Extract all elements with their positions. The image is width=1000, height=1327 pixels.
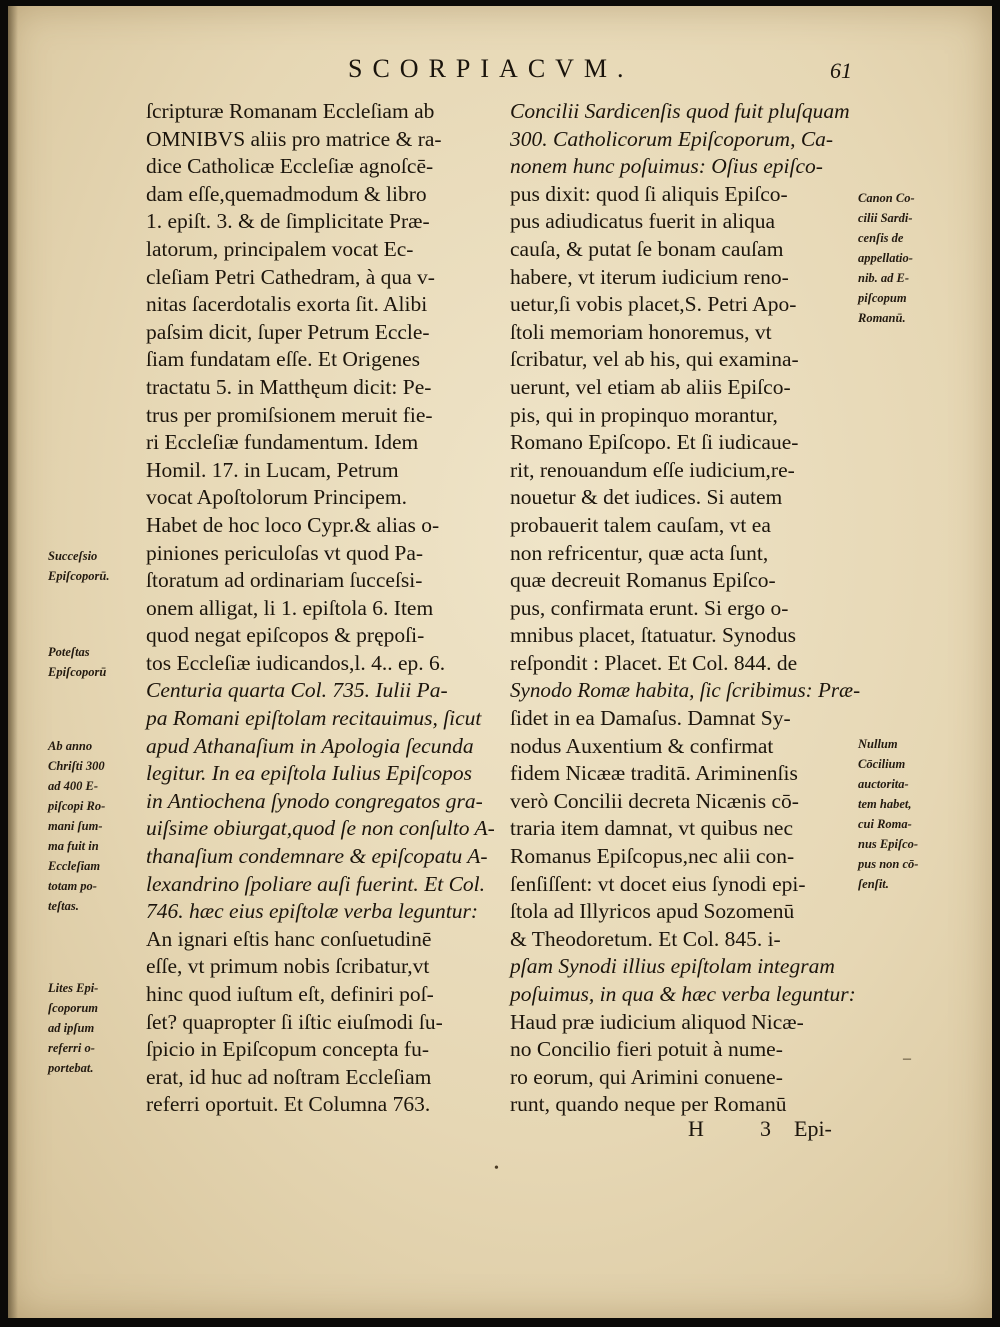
text-line: nitas ſacerdotalis exorta ſit. Alibi <box>146 292 428 317</box>
text-line: quod negat epiſcopos & prępoſi- <box>146 623 425 648</box>
text-line: Synodo Romæ habita, ſic ſcribimus: Præ- <box>510 678 861 703</box>
text-line: reſpondit : Placet. Et Col. 844. de <box>510 650 798 675</box>
text-line: tos Eccleſiæ iudicandos,l. 4.. ep. 6. <box>146 650 446 675</box>
margin-gloss-successio <box>48 546 109 586</box>
margin-gloss-canon <box>858 188 915 328</box>
text-line: pus, confirmata erunt. Si ergo o- <box>510 595 789 620</box>
text-line: uetur,ſi vobis placet,S. Petri Apo- <box>510 292 797 317</box>
text-line: pus dixit: quod ſi aliquis Epiſco- <box>510 181 788 206</box>
text-line: pus adiudicatus fuerit in aliqua <box>510 209 776 234</box>
text-line: cauſa, & putat ſe bonam cauſam <box>510 236 784 261</box>
margin-gloss-lites <box>48 978 98 1078</box>
gloss-line: Ab anno <box>48 739 93 753</box>
signature-number: 3 <box>760 1116 771 1141</box>
text-line: tractatu 5. in Matthęum dicit: Pe- <box>146 374 432 399</box>
gloss-line: Nullum <box>858 737 898 751</box>
text-line: pa Romani epiſtolam recitauimus, ſicut <box>146 706 482 731</box>
gloss-line: Chriſti 300 <box>48 759 105 773</box>
gloss-line: cui Roma- <box>858 817 912 831</box>
text-line: dice Catholicæ Eccleſiæ agnoſcē- <box>146 154 434 179</box>
text-line: poſuimus, in qua & hæc verba leguntur: <box>510 982 856 1006</box>
gloss-line: Succeſsio <box>48 549 98 563</box>
gloss-line: Epiſcoporū. <box>48 569 110 583</box>
gloss-line: Romanū. <box>858 311 906 325</box>
gloss-line: mani ſum- <box>48 819 103 833</box>
text-line: ſtoratum ad ordinariam ſucceſsi- <box>146 568 423 593</box>
text-line: runt, quando neque per Romanū <box>510 1092 787 1117</box>
gloss-line: tem habet, <box>858 797 912 811</box>
text-line: apud Athanaſium in Apologia ſecunda <box>146 733 474 758</box>
gloss-line: auctorita- <box>858 777 909 791</box>
gloss-line: ad 400 E- <box>48 779 98 793</box>
text-line: Romano Epiſcopo. Et ſi iudicaue- <box>510 430 799 455</box>
gloss-line: piſcopum <box>858 291 907 305</box>
gloss-line: Eccleſiam <box>48 859 101 873</box>
text-line: 746. hæc eius epiſtolæ verba leguntur: <box>146 899 479 924</box>
text-line: fidem Nicææ traditā. Ariminenſis <box>510 761 798 786</box>
margin-gloss-nullum-concilium <box>858 734 918 894</box>
text-line: paſsim dicit, ſuper Petrum Eccle- <box>146 319 430 344</box>
text-line: 1. epiſt. 3. & de ſimplicitate Præ- <box>146 209 430 234</box>
text-line: Habet de hoc loco Cypr.& alias o- <box>146 512 440 537</box>
text-line: ſtola ad Illyricos apud Sozomenū <box>510 899 795 924</box>
text-line: dam eſſe,quemadmodum & libro <box>146 181 427 206</box>
gloss-line: Lites Epi- <box>48 981 99 995</box>
gloss-line: cenſis de <box>858 231 904 245</box>
gloss-line: pus non cō- <box>858 857 919 871</box>
text-line: probauerit talem cauſam, vt ea <box>510 512 771 537</box>
right-text-column <box>510 98 860 1119</box>
gloss-line: Cōcilium <box>858 757 906 771</box>
text-line: pſam Synodi illius epiſtolam integram <box>510 954 835 979</box>
text-line: habere, vt iterum iudicium reno- <box>510 264 789 289</box>
catchword: Epi- <box>794 1116 832 1141</box>
text-line: pis, qui in propinquo morantur, <box>510 402 778 427</box>
text-line: Centuria quarta Col. 735. Iulii Pa- <box>146 678 448 703</box>
text-line: nouetur & det iudices. Si autem <box>510 485 783 510</box>
text-line: hinc quod iuſtum eſt, definiri poſ- <box>146 982 434 1006</box>
gloss-line: Epiſcoporū <box>48 665 107 679</box>
gloss-line: ſcoporum <box>48 1001 98 1015</box>
text-line: ri Eccleſiæ fundamentum. Idem <box>146 430 419 455</box>
text-line: traria item damnat, vt quibus nec <box>510 816 793 841</box>
text-line: ſpicio in Epiſcopum concepta fu- <box>146 1037 429 1062</box>
text-line: ſcribatur, vel ab his, qui examina- <box>510 347 799 372</box>
text-line: Concilii Sardicenſis quod fuit pluſquam <box>510 99 850 123</box>
text-line: piniones periculoſas vt quod Pa- <box>146 540 424 565</box>
text-line: ſidet in ea Damaſus. Damnat Sy- <box>510 706 791 731</box>
text-line: OMNIBVS aliis pro matrice & ra- <box>146 126 442 151</box>
text-line: mnibus placet, ſtatuatur. Synodus <box>510 623 797 648</box>
text-line: Haud præ iudicium aliquod Nicæ- <box>510 1009 804 1034</box>
page-gutter-shadow <box>8 6 18 1318</box>
gloss-line: referri o- <box>48 1041 95 1055</box>
text-line: erat, id huc ad noſtram Eccleſiam <box>146 1064 432 1089</box>
ink-mark: – <box>903 1050 911 1067</box>
text-line: cleſiam Petri Cathedram, à qua v- <box>146 264 435 289</box>
left-text-column <box>146 98 502 1119</box>
text-line: latorum, principalem vocat Ec- <box>146 236 414 261</box>
text-line: uiſsime obiurgat,quod ſe non conſulto A- <box>146 816 495 841</box>
text-line: ſenſiſſent: vt docet eius ſynodi epi- <box>510 871 806 896</box>
gloss-line: cilii Sardi- <box>858 211 913 225</box>
text-line: thanaſium condemnare & epiſcopatu A- <box>146 844 488 869</box>
book-page <box>8 6 992 1318</box>
signature-mark: H <box>688 1116 704 1141</box>
text-line: rit, renouandum eſſe iudicium,re- <box>510 457 795 482</box>
gloss-line: appellatio- <box>858 251 913 265</box>
gloss-line: ſenſit. <box>858 877 889 891</box>
gloss-line: ad ipſum <box>48 1021 95 1035</box>
text-line: referri oportuit. Et Columna 763. <box>146 1092 431 1117</box>
gloss-line: ma fuit in <box>48 839 99 853</box>
gloss-line: Canon Co- <box>858 191 915 205</box>
gloss-line: Poteſtas <box>48 645 90 659</box>
text-line: lexandrino ſpoliare auſi fuerint. Et Col. <box>146 871 486 896</box>
text-line: no Concilio fieri potuit à nume- <box>510 1037 783 1062</box>
running-head: SCORPIACVM. <box>348 54 634 83</box>
text-line: nodus Auxentium & confirmat <box>510 733 774 758</box>
text-line: eſſe, vt primum nobis ſcribatur,vt <box>146 954 430 979</box>
text-line: An ignari eſtis hanc conſuetudinē <box>146 926 432 951</box>
text-line: Romanus Epiſcopus,nec alii con- <box>510 844 795 869</box>
gloss-line: teſtas. <box>48 899 79 913</box>
text-line: non refricentur, quæ acta ſunt, <box>510 540 769 565</box>
text-line: ſet? quapropter ſi iſtic eiuſmodi ſu- <box>146 1009 443 1034</box>
gloss-line: nib. ad E- <box>858 271 910 285</box>
ink-blot-ornament: • <box>494 1161 499 1176</box>
page-number: 61 <box>830 58 852 83</box>
text-line: quæ decreuit Romanus Epiſco- <box>510 568 776 593</box>
text-line: vocat Apoſtolorum Principem. <box>146 485 407 510</box>
gloss-line: totam po- <box>48 879 97 893</box>
margin-gloss-potestas <box>48 642 106 682</box>
text-line: nonem hunc poſuimus: Oſius epiſco- <box>510 154 823 179</box>
text-line: onem alligat, li 1. epiſtola 6. Item <box>146 595 434 620</box>
text-line: 300. Catholicorum Epiſcoporum, Ca- <box>510 126 834 151</box>
gloss-line: piſcopi Ro- <box>48 799 106 813</box>
text-line: uerunt, vel etiam ab aliis Epiſco- <box>510 374 791 399</box>
text-line: ſiam fundatam eſſe. Et Origenes <box>146 347 421 372</box>
text-line: legitur. In ea epiſtola Iulius Epiſcopos <box>146 761 473 786</box>
text-line: verò Concilii decreta Nicænis cō- <box>510 788 799 813</box>
gloss-line: portebat. <box>48 1061 94 1075</box>
margin-gloss-ab-anno <box>48 736 105 916</box>
text-line: ſcripturæ Romanam Eccleſiam ab <box>146 99 435 123</box>
text-line: trus per promiſsionem meruit fie- <box>146 402 433 427</box>
gloss-line: nus Epiſco- <box>858 837 919 851</box>
text-line: ro eorum, qui Arimini conuene- <box>510 1064 783 1089</box>
text-line: Homil. 17. in Lucam, Petrum <box>146 457 399 482</box>
text-line: & Theodoretum. Et Col. 845. i- <box>510 926 781 951</box>
text-line: ſtoli memoriam honoremus, vt <box>510 319 772 344</box>
text-line: in Antiochena ſynodo congregatos gra- <box>146 788 483 813</box>
